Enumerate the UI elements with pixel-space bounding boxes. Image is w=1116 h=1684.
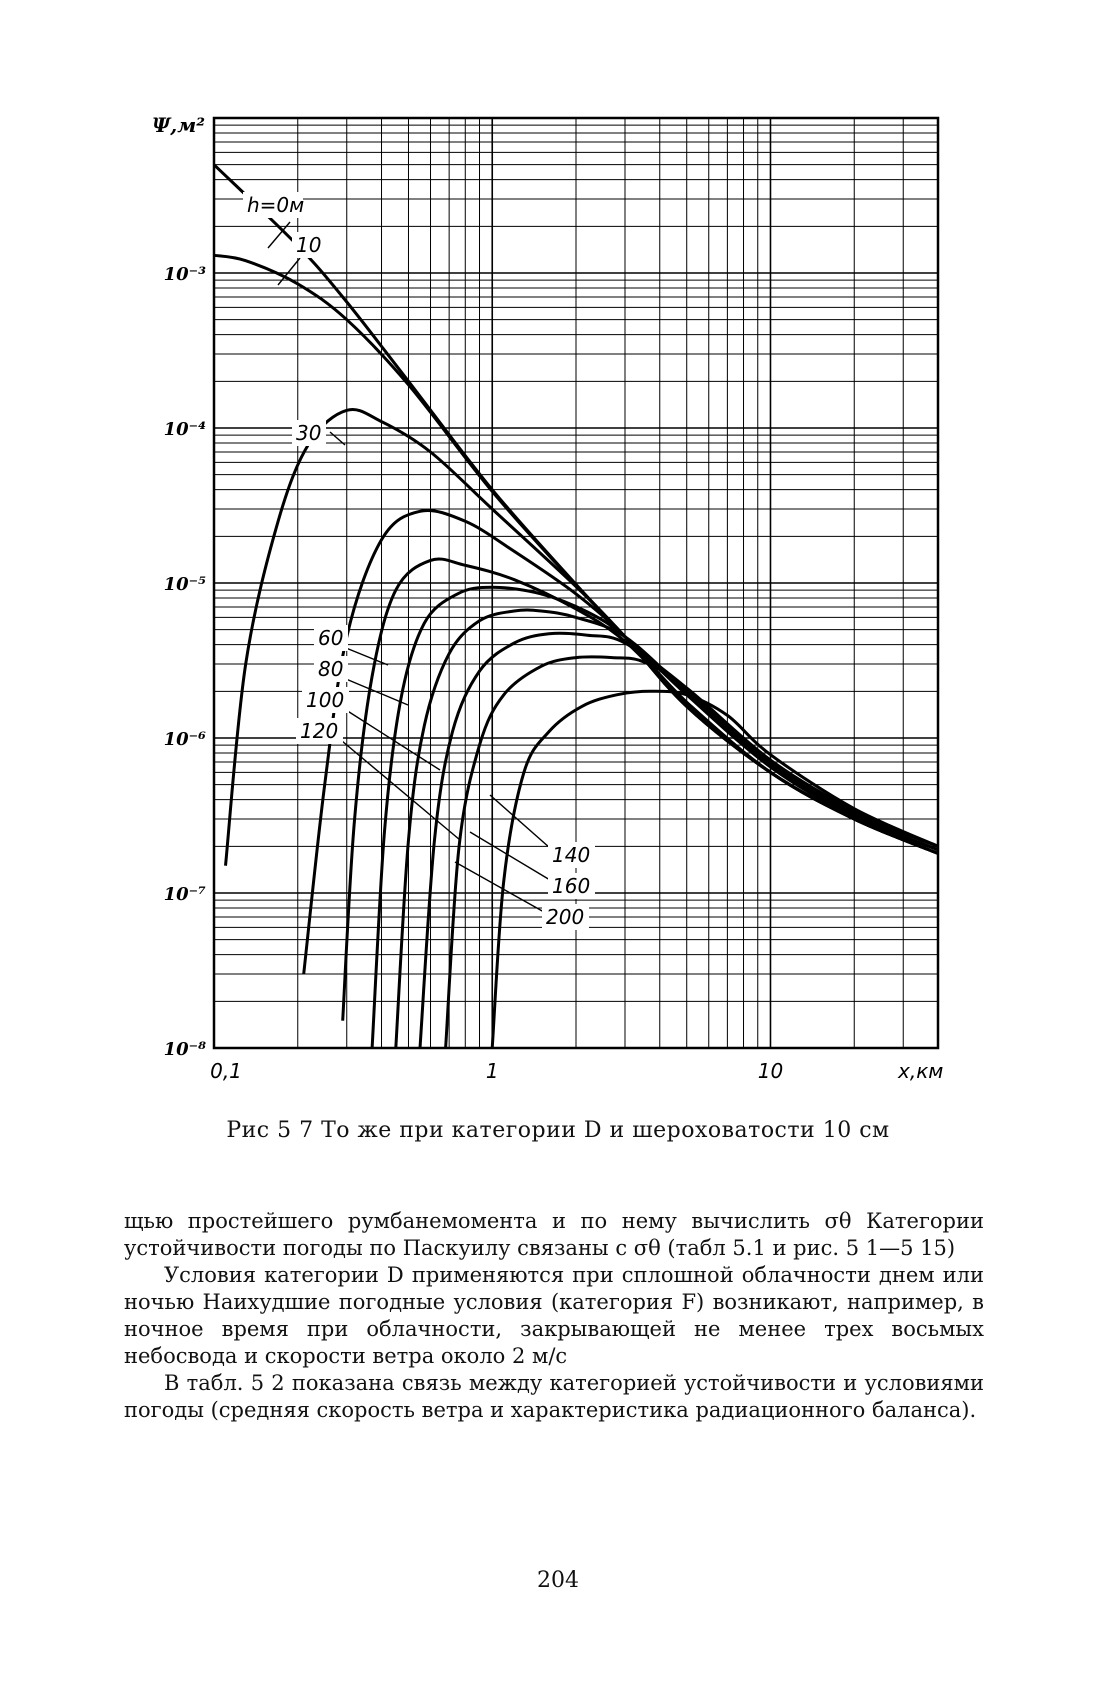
y-tick-label: 10⁻⁵ xyxy=(163,574,206,595)
curve-series-3 xyxy=(304,510,938,974)
curve-label: 80 xyxy=(318,657,344,681)
y-tick-label: 10⁻⁶ xyxy=(163,729,206,750)
y-tick-label: 10⁻³ xyxy=(163,264,206,285)
x-tick-label: 0,1 xyxy=(210,1059,242,1083)
paragraph-1: щью простейшего румбанемомента и по нему вычислить σθ Категории устойчивости погоды по Паскуилу связаны с σθ (табл 5.1 и рис. 5 1—5 15) xyxy=(124,1209,984,1260)
x-axis-label: x,км xyxy=(898,1059,944,1083)
curve-series-5 xyxy=(372,587,938,1048)
y-tick-label: 10⁻⁷ xyxy=(163,884,206,905)
curve-label: 200 xyxy=(546,905,585,929)
curve-series-4 xyxy=(343,559,938,1021)
curve-label-leader xyxy=(455,862,544,912)
x-tick-label: 10 xyxy=(757,1059,784,1083)
figure-caption: Рис 5 7 То же при категории D и шероховатости 10 см xyxy=(226,1118,890,1143)
curve-label: 100 xyxy=(306,688,345,712)
y-axis-label: Ψ,м² xyxy=(152,113,205,137)
curve-label: h=0м xyxy=(247,193,305,217)
page-number: 204 xyxy=(537,1568,579,1593)
y-tick-label: 10⁻⁸ xyxy=(163,1039,206,1060)
curve-label: 10 xyxy=(296,233,322,257)
curve-label: 30 xyxy=(296,421,322,445)
curve-label-leader xyxy=(278,258,300,285)
paragraph-2: Условия категории D применяются при сплошной облачности днем или ночью Наихудшие погодные условия (категория F) возникают, например, в ночное время при облачности, закрывающей не менее трех восьмых небосвода и скорости ветра около 2 м/с xyxy=(124,1263,984,1368)
curve-label: 140 xyxy=(552,843,591,867)
curve-label: 60 xyxy=(318,626,344,650)
x-tick-label: 1 xyxy=(485,1059,499,1083)
curve-label-leader xyxy=(342,741,460,840)
curve-series-8 xyxy=(446,657,938,1048)
paragraph-3: В табл. 5 2 показана связь между категорией устойчивости и условиями погоды (средняя скорость ветра и характеристика радиационного баланса). xyxy=(124,1371,984,1422)
curve-label-leader xyxy=(346,679,408,705)
curve-label: 120 xyxy=(300,719,339,743)
y-tick-label: 10⁻⁴ xyxy=(163,419,206,440)
plot-tick-labels xyxy=(164,264,784,1083)
curve-label-leader xyxy=(490,795,550,848)
body-text xyxy=(124,1208,984,1424)
curve-label: 160 xyxy=(552,874,591,898)
